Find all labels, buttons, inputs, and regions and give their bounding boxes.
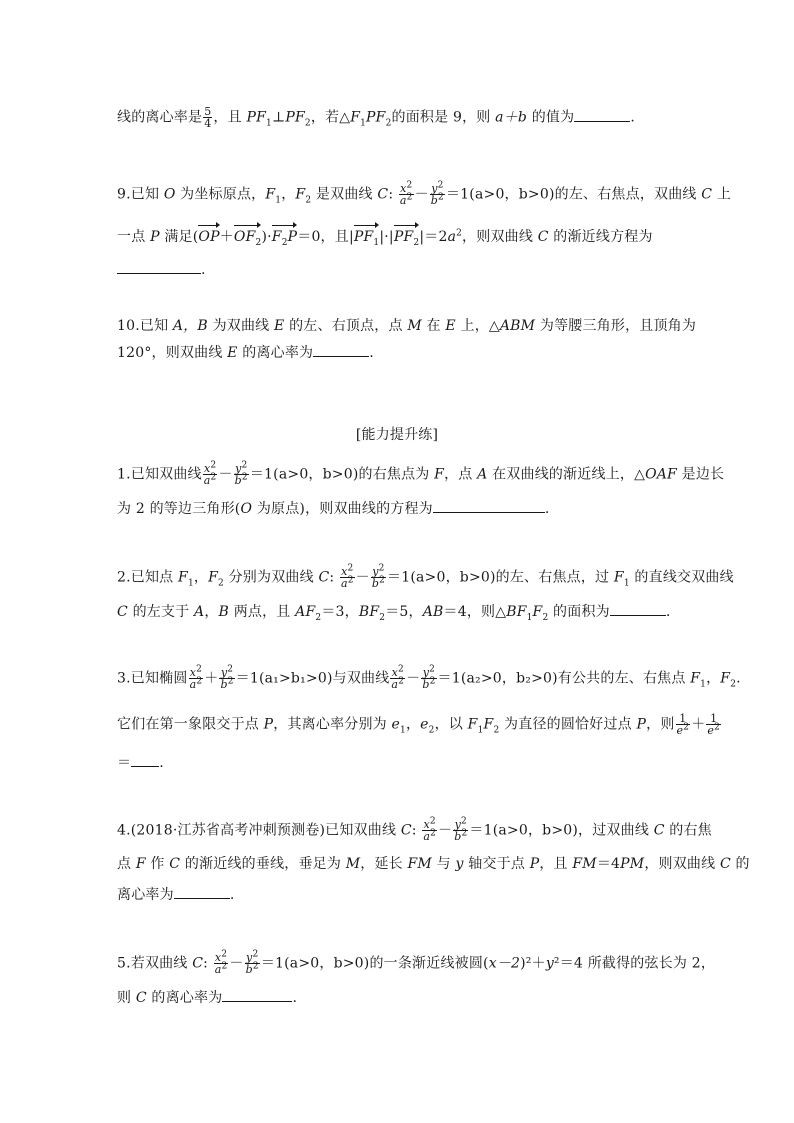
p4-line2: 点 F 作 C 的渐近线的垂线，垂足为 M，延长 FM 与 y 轴交于点 P，且 FM＝4PM，则双曲线 C 的	[117, 856, 750, 872]
p4-line1: 4.(2018·江苏省高考冲刺预测卷)已知双曲线 C: $\frac{x^2}{a^2}$ － $\frac{y^2}{b^2}$ ＝1(a>0，b>0)，过双曲线 C 的右焦	[117, 816, 712, 843]
p1-line2: 为 2 的等边三角形(O 为原点)，则双曲线的方程为 .	[117, 498, 550, 519]
q9-line1: 9.已知 O 为坐标原点，$F_1$，$F_2$ 是双曲线 C: $\frac{x^2}{a^2}$ － $\frac{y^2}{b^2}$ ＝1(a>0，b>0)的左、右焦点，双曲线 C 上	[117, 180, 732, 207]
q9-line3: .	[117, 259, 206, 280]
q10-line1: 10.已知 A，B 为双曲线 E 的左、右顶点，点 M 在 E 上，△ABM 为等腰三角形，且顶角为	[117, 318, 697, 334]
q10-line2: 120°，则双曲线 E 的离心率为 .	[117, 342, 374, 363]
p3-line1: 3.已知椭圆 $\frac{x^2}{a^2}$ ＋ $\frac{y^2}{b^2}$ ＝1(a₁>b₁>0)与双曲线 $\frac{x^2}{a^2}$ － $\frac{y^2}{b^2}$ ＝1(a₂>0，b₂>0)有公共的左、右焦点 $F_1$，$F_2$.	[117, 664, 741, 691]
p5-line2: 则 C 的离心率为 .	[117, 987, 297, 1008]
p2-line1: 2.已知点 $F_1$，$F_2$ 分别为双曲线 C: $\frac{x^2}{a^2}$ － $\frac{y^2}{b^2}$ ＝1(a>0，b>0)的左、右焦点，过 $F_1$ 的直线交双曲线	[117, 563, 734, 590]
answer-blank[interactable]	[131, 752, 159, 767]
p2-line2: C 的左支于 A，B 两点，且 $AF_2=3$，$BF_2=5$，AB＝4，则$\triangle BF_1F_2$ 的面积为 .	[117, 601, 671, 622]
p5-line1: 5.若双曲线 C: $\frac{x^2}{a^2}$ － $\frac{y^2}{b^2}$ ＝1(a>0，b>0)的一条渐近线被圆(x－2)²＋y²＝4 所截得的弦长为 2，	[117, 949, 716, 976]
answer-blank[interactable]	[433, 498, 545, 513]
p3-line3: ＝ .	[117, 752, 164, 773]
p4-line3: 离心率为 .	[117, 884, 234, 905]
answer-blank[interactable]	[117, 259, 201, 274]
answer-blank[interactable]	[222, 987, 292, 1002]
fraction-5-4: $\frac{5}{4}$	[204, 105, 212, 130]
continuation-line: 线的离心率是 $\frac{5}{4}$ ，且 $PF_1\perp PF_2$，若$\triangle F_1PF_2$的面积是 9，则 a＋b 的值为 .	[117, 105, 635, 130]
p1-line1: 1.已知双曲线 $\frac{x^2}{a^2}$ － $\frac{y^2}{b^2}$ ＝1(a>0，b>0)的右焦点为 F，点 A 在双曲线的渐近线上，△OAF 是边长	[117, 460, 725, 487]
answer-blank[interactable]	[574, 107, 630, 122]
q9-line2: 一点 P 满足$(OP+OF_2)\cdot F_2P=0$，且$|PF_1|\cdot|PF_2|=2a^2$，则双曲线 C 的渐近线方程为	[117, 228, 653, 248]
section-title: [能力提升练]	[355, 427, 439, 443]
answer-blank[interactable]	[174, 884, 230, 899]
answer-blank[interactable]	[610, 601, 666, 616]
p3-line2: 它们在第一象限交于点 P，其离心率分别为 $e_1$，$e_2$，以 $F_1F_2$ 为直径的圆恰好过点 P，则 $\frac{1}{e^2}$ ＋ $\frac{1}{e^2}$	[117, 712, 721, 737]
answer-blank[interactable]	[313, 342, 369, 357]
